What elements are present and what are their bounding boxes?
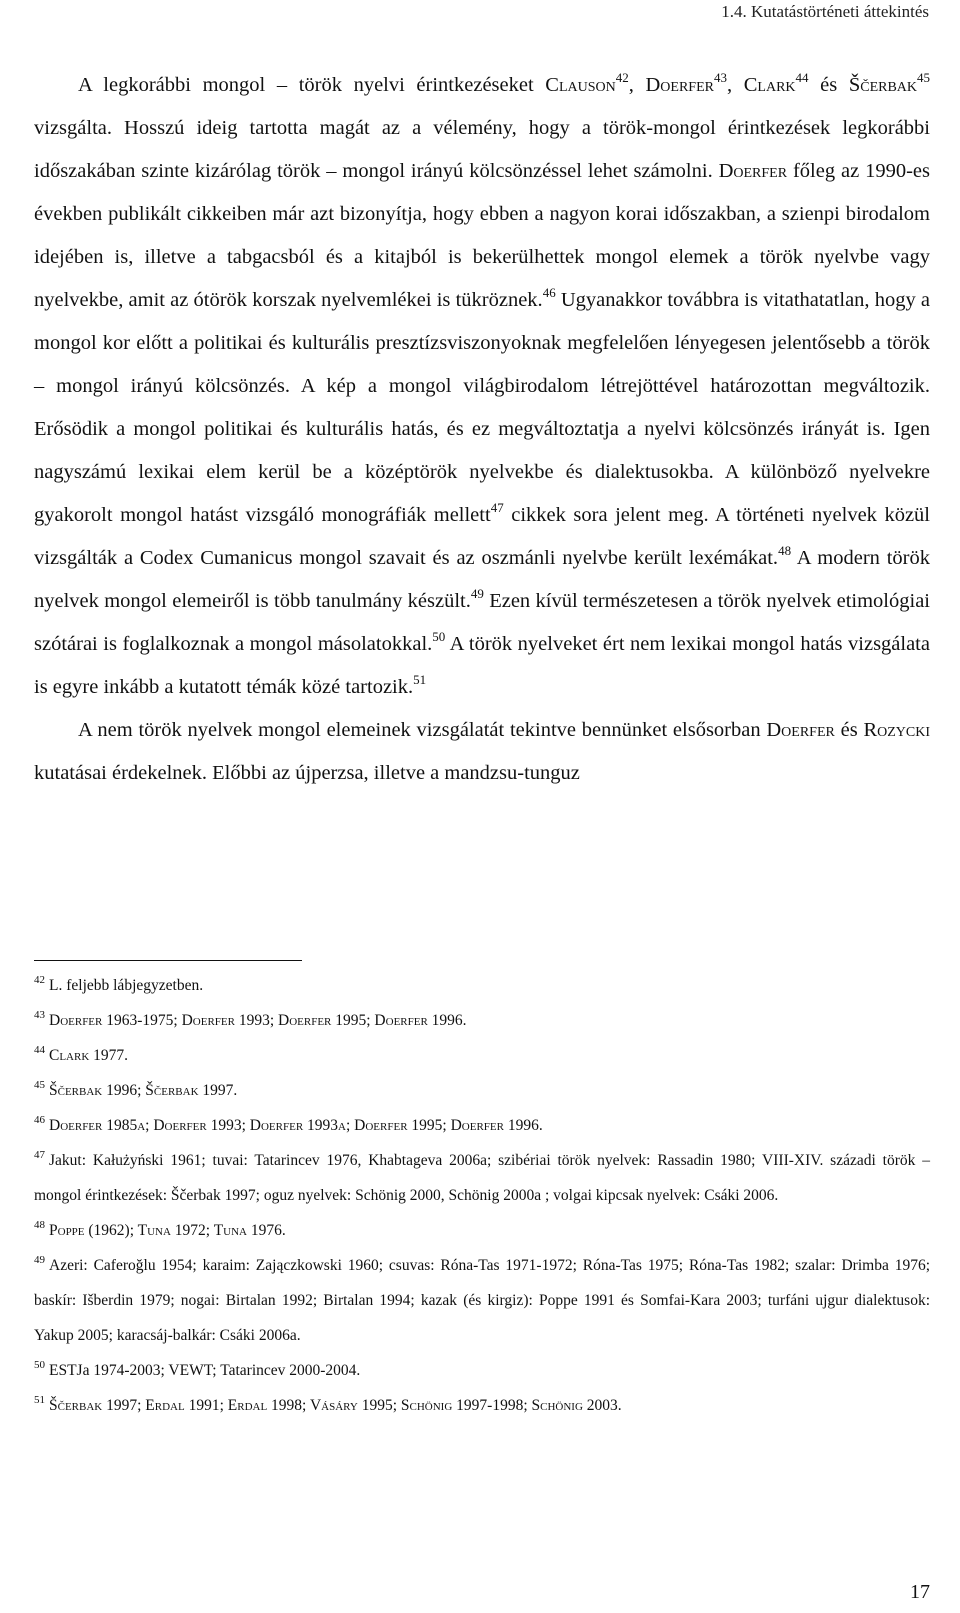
footnote-ref[interactable]: 44	[795, 70, 809, 85]
text-run: Ezen kívül természetesen a török nyelvek etimológiai szótárai is foglalkoznak a mongol másolatokkal.	[34, 590, 930, 655]
footnote-text: Ščerbak 1996; Ščerbak 1997.	[49, 1082, 238, 1099]
footnote-ref[interactable]: 51	[413, 672, 427, 687]
footnote-number: 47	[34, 1149, 45, 1161]
text-run: ,	[628, 74, 646, 96]
text-run: Ugyanakkor továbbra is vitathatatlan, hogy a mongol kor előtt a politikai és kulturális presztízsviszonyoknak megfelelően lényegesen jelentősebb a török – mongol irányú kölcsönzés. A kép a mongol világbirodalom létrejöttével határozottan megváltozik. Erősödik a mongol politikai és kulturális hatás, és ez megváltoztatja a nyelvi kölcsönzés irányát is. Igen nagyszámú lexikai elem kerül be a középtörök nyelvekbe és dialektusokba. A különböző nyelvekre gyakorolt mongol hatást vizsgáló monográfiák mellett	[34, 289, 930, 526]
footnote-number: 42	[34, 974, 45, 986]
text-run: kutatásai érdekelnek. Előbbi az újperzsa, illetve a mandzsu-tunguz	[34, 762, 580, 784]
footnote-ref[interactable]: 49	[470, 586, 484, 601]
footnotes	[34, 968, 930, 1423]
footnote-text: Poppe (1962); Tuna 1972; Tuna 1976.	[49, 1222, 286, 1239]
text-run: és	[834, 719, 864, 741]
footnote	[34, 1143, 930, 1213]
footnote-number: 46	[34, 1114, 45, 1126]
main-text	[34, 64, 930, 795]
author-name: Rozycki	[863, 719, 931, 741]
footnote-number: 45	[34, 1079, 45, 1091]
page-number: 17	[910, 1581, 930, 1603]
footnote-number: 44	[34, 1044, 45, 1056]
footnote-number: 48	[34, 1219, 45, 1231]
footnote	[34, 1003, 930, 1038]
footnote-ref[interactable]: 46	[542, 285, 556, 300]
footnote	[34, 1388, 930, 1423]
footnote-text: Jakut: Kałużyński 1961; tuvai: Tatarincev 1976, Khabtageva 2006a; szibériai török nyelvek: Rassadin 1980; VIII-XIV. századi török – mongol érintkezések: Ščerbak 1997; oguz nyelvek: Schönig 2000, Schönig 2000a ; volgai kipcsak nyelvek: Csáki 2006.	[34, 1152, 930, 1204]
footnote	[34, 1073, 930, 1108]
footnote-text: Azeri: Caferoğlu 1954; karaim: Zajączkowski 1960; csuvas: Róna-Tas 1971-1972; Róna-Tas 1975; Róna-Tas 1982; szalar: Drimba 1976; baskír: Išberdin 1979; nogai: Birtalan 1992; Birtalan 1994; kazak (és kirgiz): Poppe 1991 és Somfai-Kara 2003; turfáni ujgur dialektusok: Yakup 2005; karacsáj-balkár: Csáki 2006a.	[34, 1257, 930, 1344]
text-run: A török nyelveket ért nem lexikai mongol hatás vizsgálata is egyre inkább a kutatott témák közé tartozik.	[34, 633, 930, 698]
text-run: cikkek sora jelent meg. A történeti nyelvek közül vizsgálták a Codex Cumanicus mongol szavait és az oszmánli nyelvbe került lexémákat.	[34, 504, 930, 569]
footnote-separator	[34, 960, 302, 961]
author-name: Clauson	[545, 74, 616, 96]
text-run: A nem török nyelvek mongol elemeinek vizsgálatát tekintve bennünket elsősorban	[78, 719, 767, 741]
author-name: Doerfer	[718, 160, 788, 182]
footnote-ref[interactable]: 42	[615, 70, 629, 85]
footnote	[34, 1353, 930, 1388]
author-name: Clark	[743, 74, 796, 96]
text-run: A modern török nyelvek mongol elemeiről is több tanulmány készült.	[34, 547, 930, 612]
footnote-text: L. feljebb lábjegyzetben.	[49, 977, 204, 994]
footnote-ref[interactable]: 48	[778, 543, 792, 558]
footnote-text: Doerfer 1963-1975; Doerfer 1993; Doerfer 1995; Doerfer 1996.	[49, 1012, 467, 1029]
text-run: főleg az 1990-es években publikált cikkeiben már azt bizonyítja, hogy ebben a nagyon korai időszakban, a szienpi birodalom idejében is, illetve a tabgacsból és a kitajból is bekerülhettek mongol elemek a török nyelvbe vagy nyelvekbe, amit az ótörök korszak nyelvemlékei is tükröznek.	[34, 160, 930, 311]
footnote-text: ESTJa 1974-2003; VEWT; Tatarincev 2000-2004.	[49, 1362, 361, 1379]
footnote	[34, 1038, 930, 1073]
footnote-ref[interactable]: 43	[713, 70, 727, 85]
text-run: vizsgálta. Hosszú ideig tartotta magát az a vélemény, hogy a török-mongol érintkezések legkorábbi időszakában szinte kizárólag török – mongol irányú kölcsönzéssel lehet számolni.	[34, 117, 930, 182]
paragraph	[34, 709, 930, 795]
author-name: Doerfer	[766, 719, 835, 741]
footnote-number: 49	[34, 1254, 45, 1266]
footnote-text: Doerfer 1985a; Doerfer 1993; Doerfer 1993a; Doerfer 1995; Doerfer 1996.	[49, 1117, 543, 1134]
footnote-number: 50	[34, 1359, 45, 1371]
text-run: A legkorábbi mongol – török nyelvi érintkezéseket	[78, 74, 546, 96]
text-run: és	[808, 74, 849, 96]
footnote	[34, 1108, 930, 1143]
footnote-ref[interactable]: 47	[490, 500, 504, 515]
running-head: 1.4. Kutatástörténeti áttekintés	[721, 2, 929, 21]
footnote	[34, 968, 930, 1003]
author-name: Doerfer	[645, 74, 714, 96]
footnote-number: 51	[34, 1394, 45, 1406]
paragraph	[34, 64, 930, 709]
footnote-ref[interactable]: 45	[917, 70, 931, 85]
footnote-number: 43	[34, 1009, 45, 1021]
footnote	[34, 1213, 930, 1248]
footnote-text: Ščerbak 1997; Erdal 1991; Erdal 1998; Vásáry 1995; Schönig 1997-1998; Schönig 2003.	[49, 1397, 622, 1414]
author-name: Ščerbak	[848, 74, 918, 96]
footnote-ref[interactable]: 50	[432, 629, 446, 644]
footnote-text: Clark 1977.	[49, 1047, 129, 1064]
footnote	[34, 1248, 930, 1353]
text-run: ,	[726, 74, 744, 96]
